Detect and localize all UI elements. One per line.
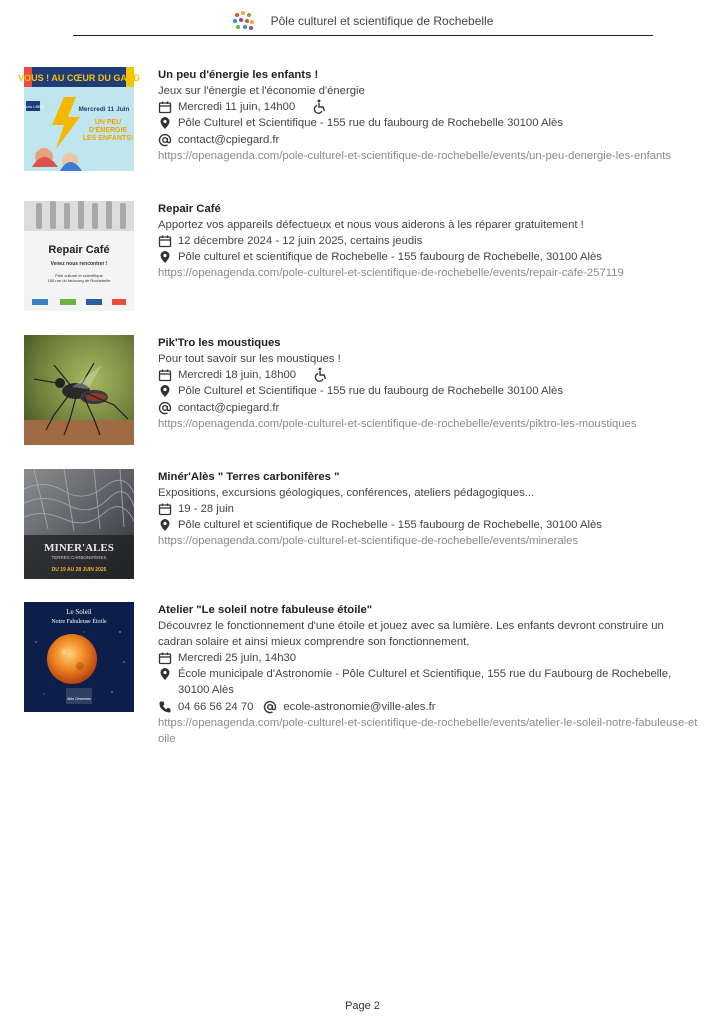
event-phone[interactable]: 04 66 56 24 70: [178, 701, 254, 713]
event-email-line: [158, 400, 698, 416]
poster-title: Repair Café: [48, 244, 110, 256]
calendar-icon: [158, 651, 172, 665]
event-url[interactable]: https://openagenda.com/pole-culturel-et-scientifique-de-rochebelle/events/piktro-les-moustiques: [158, 418, 637, 430]
event-description: Expositions, excursions géologiques, conférences, ateliers pédagogiques...: [158, 487, 535, 499]
event-poster[interactable]: [18, 67, 140, 177]
event-date: 12 décembre 2024 - 12 juin 2025, certains jeudis: [178, 235, 423, 247]
event-date: Mercredi 18 juin, 18h00: [178, 369, 297, 381]
event-url[interactable]: https://openagenda.com/pole-culturel-et-scientifique-de-rochebelle/events/un-peu-denergie-les-enfants: [158, 150, 672, 162]
phone-icon: [158, 700, 172, 714]
event-address-line: [158, 383, 698, 399]
poster-badge: Accès LIBRE: [21, 104, 45, 109]
event-date: Mercredi 25 juin, 14h30: [178, 652, 297, 664]
poster-place-2: 155 rue du faubourg de Rochebelle: [47, 278, 111, 283]
event-address: Pôle culturel et scientifique de Rochebelle - 155 faubourg de Rochebelle, 30100 Alès: [178, 519, 602, 531]
event-poster[interactable]: [24, 469, 134, 579]
location-pin-icon: [158, 250, 172, 264]
location-pin-icon: [158, 667, 172, 681]
poster-dates: DU 19 AU 28 JUIN 2025: [51, 567, 107, 573]
poster-line-2: Notre Fabuleuse Étoile: [51, 619, 107, 625]
event-address-line: [158, 249, 698, 265]
wheelchair-icon: [313, 99, 327, 113]
event-poster[interactable]: [24, 335, 134, 445]
at-sign-icon: [158, 133, 172, 147]
event-email[interactable]: ecole-astronomie@ville-ales.fr: [283, 701, 436, 713]
poster-date: Mercredi 11 Juin: [78, 106, 130, 113]
event-address-line: [158, 666, 698, 698]
event-title[interactable]: Un peu d'énergie les enfants !: [158, 69, 319, 81]
event-title[interactable]: Pik'Tro les moustiques: [158, 337, 281, 349]
wheelchair-icon: [314, 367, 328, 381]
calendar-icon: [158, 502, 172, 516]
page-number: Page 2: [345, 1000, 380, 1012]
calendar-icon: [158, 234, 172, 248]
header-title: Pôle culturel et scientifique de Rochebelle: [270, 14, 494, 28]
event-date-line: [158, 501, 698, 517]
event-url[interactable]: https://openagenda.com/pole-culturel-et-scientifique-de-rochebelle/events/atelier-le-soleil-notre-fabuleuse-etoile: [158, 717, 698, 745]
event-address-line: [158, 517, 698, 533]
event-date: Mercredi 11 juin, 14h00: [178, 101, 296, 113]
location-pin-icon: [158, 116, 172, 130]
poster-sub: TERRES CARBONIFÈRES: [51, 555, 107, 560]
poster-slogan: UN PEU D'ÉNERGIE LES ENFANTS!: [82, 119, 134, 142]
poster-title: MINER'ALES: [44, 542, 114, 554]
event-date-line: [158, 233, 698, 249]
event-url[interactable]: https://openagenda.com/pole-culturel-et-scientifique-de-rochebelle/events/repair-cafe-257119: [158, 267, 624, 279]
event-description: Pour tout savoir sur les moustiques !: [158, 353, 341, 365]
event-email-line: [158, 132, 698, 148]
at-sign-icon: [158, 401, 172, 415]
event-address: Pôle Culturel et Scientifique - 155 rue du faubourg de Rochebelle 30100 Alès: [178, 117, 563, 129]
event-contact-line: [158, 699, 698, 715]
event-description: Découvrez le fonctionnement d'une étoile et jouez avec sa lumière. Les enfants devront construire un cadran solaire et ainsi mieux comprendre son fonctionnement.: [158, 620, 664, 648]
poster-sub: Venez nous rencontrer !: [50, 261, 108, 267]
event-email[interactable]: contact@cpiegard.fr: [178, 134, 280, 146]
event-address: Pôle culturel et scientifique de Rochebelle - 155 faubourg de Rochebelle, 30100 Alès: [178, 251, 602, 263]
poster-top-text: VOUS ! AU CŒUR DU GARD: [18, 73, 140, 83]
event-title[interactable]: Repair Café: [158, 203, 221, 215]
event-url[interactable]: https://openagenda.com/pole-culturel-et-scientifique-de-rochebelle/events/minerales: [158, 535, 579, 547]
calendar-icon: [158, 100, 172, 114]
event-address-line: [158, 115, 698, 131]
poster-brand: Alès Cévennes: [67, 697, 91, 701]
event-date-line: [158, 650, 698, 666]
event-date-line: [158, 99, 698, 115]
location-pin-icon: [158, 518, 172, 532]
event-poster[interactable]: [24, 602, 134, 712]
event-description: Apportez vos appareils défectueux et nous vous aiderons à les réparer gratuitement !: [158, 219, 584, 231]
calendar-icon: [158, 368, 172, 382]
page-header: [73, 7, 653, 36]
event-title[interactable]: Minér'Alès " Terres carbonifères ": [158, 471, 340, 483]
event-date-line: [158, 367, 698, 383]
poster-place-1: Pôle culturel et scientifique: [55, 273, 103, 278]
event-description: Jeux sur l'énergie et l'économie d'énergie: [158, 85, 365, 97]
event-date: 19 - 28 juin: [178, 503, 234, 515]
logo-icon: [233, 11, 255, 31]
event-poster[interactable]: [24, 201, 134, 311]
poster-line-1: Le Soleil: [66, 608, 92, 616]
location-pin-icon: [158, 384, 172, 398]
event-address: École municipale d'Astronomie - Pôle Culturel et Scientifique, 155 rue du Faubourg de Rochebelle, 30100 Alès: [178, 668, 672, 696]
event-title[interactable]: Atelier "Le soleil notre fabuleuse étoile": [158, 604, 373, 616]
event-email[interactable]: contact@cpiegard.fr: [178, 402, 280, 414]
event-address: Pôle Culturel et Scientifique - 155 rue du faubourg de Rochebelle 30100 Alès: [178, 385, 563, 397]
at-sign-icon: [263, 700, 277, 714]
